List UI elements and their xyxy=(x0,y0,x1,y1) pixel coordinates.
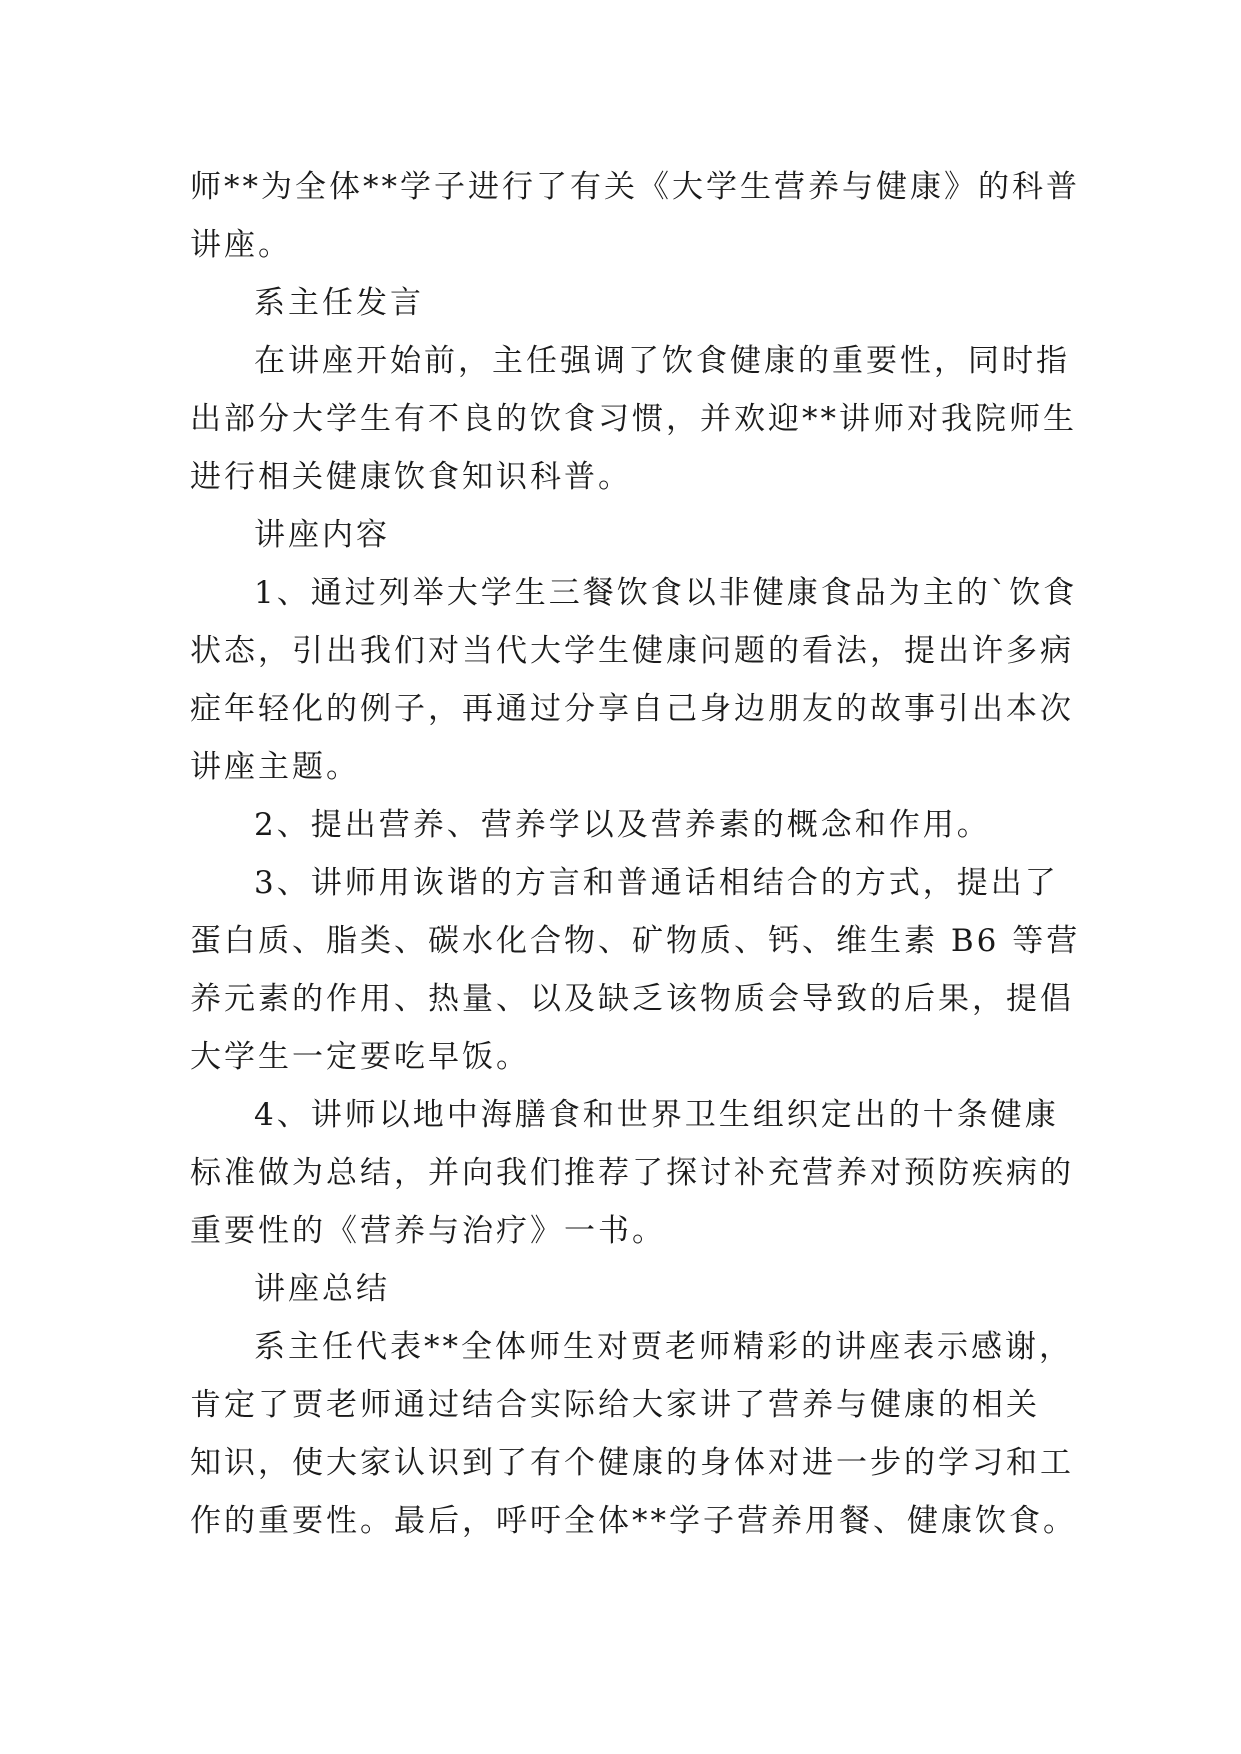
item-4-line-2: 标准做为总结，并向我们推荐了探讨补充营养对预防疾病的 xyxy=(190,1155,1074,1191)
item-1-line-3: 症年轻化的例子，再通过分享自己身边朋友的故事引出本次 xyxy=(190,691,1074,727)
opening-line-2: 讲座。 xyxy=(190,227,292,263)
opening-line-1: 师**为全体**学子进行了有关《大学生营养与健康》的科普 xyxy=(190,169,1080,205)
item-1-line-1: 1、通过列举大学生三餐饮食以非健康食品为主的`饮食 xyxy=(254,575,1078,611)
section-heading-lecture-summary: 讲座总结 xyxy=(254,1271,390,1307)
section-heading-lecture-content: 讲座内容 xyxy=(254,517,390,553)
director-speech-line-2: 出部分大学生有不良的饮食习惯，并欢迎**讲师对我院师生 xyxy=(190,401,1077,437)
item-2-line-1: 2、提出营养、营养学以及营养素的概念和作用。 xyxy=(254,807,991,843)
item-1-line-4: 讲座主题。 xyxy=(190,749,360,785)
director-speech-line-1: 在讲座开始前，主任强调了饮食健康的重要性，同时指 xyxy=(254,343,1070,379)
item-3-line-4: 大学生一定要吃早饭。 xyxy=(190,1039,530,1075)
item-3-line-2: 蛋白质、脂类、碳水化合物、矿物质、钙、维生素 B6 等营 xyxy=(190,923,1081,959)
summary-line-2: 肯定了贾老师通过结合实际给大家讲了营养与健康的相关 xyxy=(190,1387,1040,1423)
document-page xyxy=(190,158,1081,1550)
item-4-line-1: 4、讲师以地中海膳食和世界卫生组织定出的十条健康 xyxy=(254,1097,1059,1133)
director-speech-line-3: 进行相关健康饮食知识科普。 xyxy=(190,459,632,495)
item-1-line-2: 状态，引出我们对当代大学生健康问题的看法，提出许多病 xyxy=(190,633,1074,669)
summary-line-4: 作的重要性。最后，呼吁全体**学子营养用餐、健康饮食。 xyxy=(190,1503,1077,1539)
item-4-line-3: 重要性的《营养与治疗》一书。 xyxy=(190,1213,666,1249)
summary-line-3: 知识，使大家认识到了有个健康的身体对进一步的学习和工 xyxy=(190,1445,1074,1481)
section-heading-director-speech: 系主任发言 xyxy=(254,285,424,321)
item-3-line-3: 养元素的作用、热量、以及缺乏该物质会导致的后果，提倡 xyxy=(190,981,1074,1017)
item-3-line-1: 3、讲师用诙谐的方言和普通话相结合的方式，提出了 xyxy=(254,865,1059,901)
summary-line-1: 系主任代表**全体师生对贾老师精彩的讲座表示感谢， xyxy=(254,1329,1073,1365)
